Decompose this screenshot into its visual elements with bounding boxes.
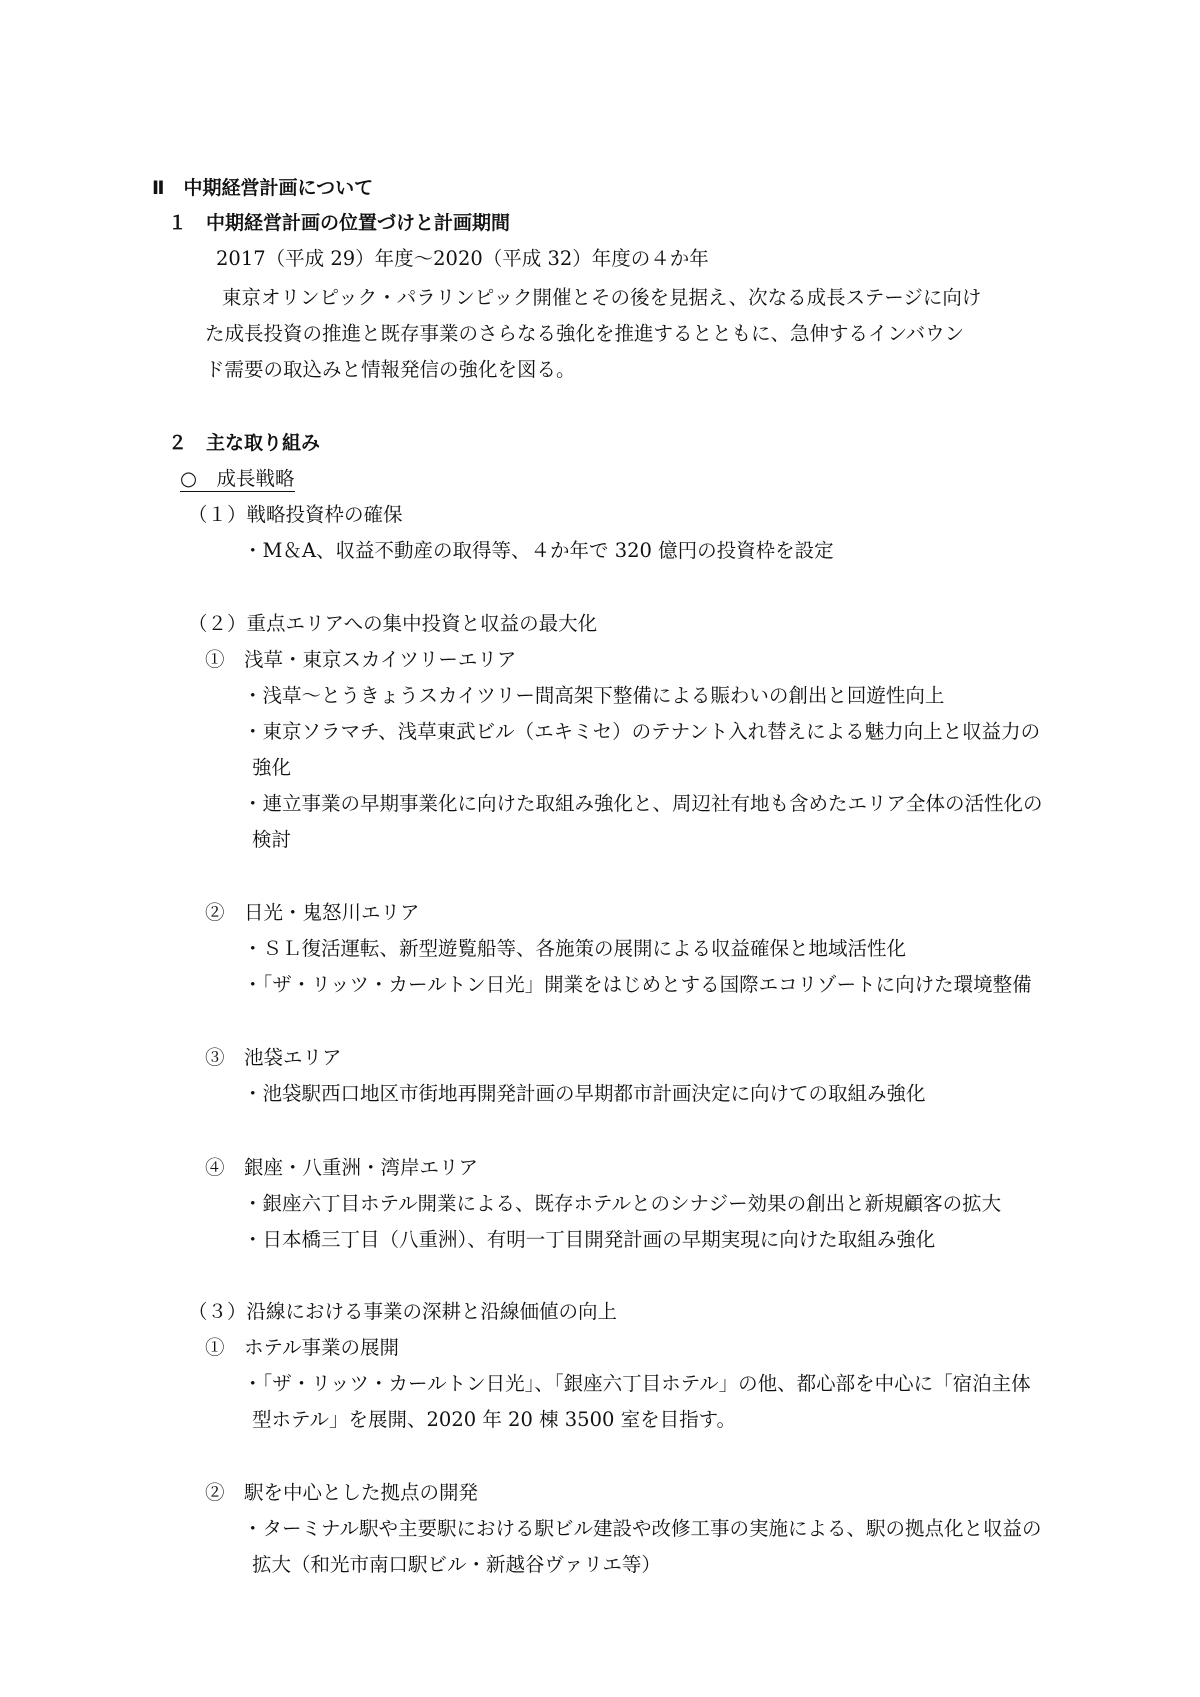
subsection-2-heading: ２ 主な取り組み bbox=[168, 432, 321, 454]
bullet-line: ・連立事業の早期事業化に向けた取組み強化と、周辺社有地も含めたエリア全体の活性化の bbox=[243, 792, 1043, 815]
plan-body-line: 東京オリンピック・パラリンピック開催とその後を見据え、次なる成長ステージに向け bbox=[222, 286, 982, 309]
bullet-line: ・日本橋三丁目（八重洲）、有明一丁目開発計画の早期実現に向けた取組み強化 bbox=[243, 1228, 936, 1251]
subsection-1-heading: １ 中期経営計画の位置づけと計画期間 bbox=[168, 212, 511, 234]
area-2-title: ② 日光・鬼怒川エリア bbox=[205, 901, 420, 924]
bullet-line: ・ターミナル駅や主要駅における駅ビル建設や改修工事の実施による、駅の拠点化と収益の bbox=[243, 1517, 1042, 1540]
section-title: Ⅱ 中期経営計画について bbox=[152, 177, 374, 199]
bullet-line: ・東京ソラマチ、浅草東武ビル（エキミセ）のテナント入れ替えによる魅力向上と収益力の bbox=[243, 720, 1041, 743]
area-4-title: ④ 銀座・八重洲・湾岸エリア bbox=[205, 1156, 479, 1179]
plan-period: 2017（平成 29）年度～2020（平成 32）年度の４か年 bbox=[216, 247, 709, 270]
bullet-line: ・池袋駅西口地区市街地再開発計画の早期都市計画決定に向けての取組み強化 bbox=[243, 1082, 926, 1105]
bullet-continuation: 拡大（和光市南口駅ビル・新越谷ヴァリエ等） bbox=[252, 1553, 661, 1576]
plan-body-line: ド需要の取込みと情報発信の強化を図る。 bbox=[205, 358, 576, 381]
item-1-title: （１）戦略投資枠の確保 bbox=[188, 503, 403, 526]
bullet-line: ・浅草～とうきょうスカイツリー間高架下整備による賑わいの創出と回遊性向上 bbox=[243, 684, 945, 707]
bullet-continuation: 型ホテル」を展開、2020 年 20 棟 3500 室を目指す。 bbox=[252, 1408, 737, 1431]
hotel-business-title: ① ホテル事業の展開 bbox=[205, 1336, 400, 1359]
area-1-title: ① 浅草・東京スカイツリーエリア bbox=[205, 648, 517, 671]
bullet-line: ・「ザ・リッツ・カールトン日光」開業をはじめとする国際エコリゾートに向けた環境整備 bbox=[243, 973, 1032, 996]
station-development-title: ② 駅を中心とした拠点の開発 bbox=[205, 1481, 479, 1504]
bullet-line: ・「ザ・リッツ・カールトン日光」、「銀座六丁目ホテル」の他、都心部を中心に「宿泊主体 bbox=[243, 1372, 1031, 1395]
area-3-title: ③ 池袋エリア bbox=[205, 1046, 342, 1069]
bullet-continuation: 検討 bbox=[252, 828, 292, 851]
item-2-title: （２）重点エリアへの集中投資と収益の最大化 bbox=[188, 612, 598, 635]
bullet-line: ・M＆A、収益不動産の取得等、４か年で 320 億円の投資枠を設定 bbox=[243, 539, 834, 562]
plan-body-line: た成長投資の推進と既存事業のさらなる強化を推進するとともに、急伸するインバウン bbox=[205, 322, 965, 345]
item-3-title: （３）沿線における事業の深耕と沿線価値の向上 bbox=[188, 1300, 618, 1323]
bullet-line: ・ＳＬ復活運転、新型遊覧船等、各施策の展開による収益確保と地域活性化 bbox=[243, 937, 907, 960]
bullet-line: ・銀座六丁目ホテル開業による、既存ホテルとのシナジー効果の創出と新規顧客の拡大 bbox=[243, 1192, 1002, 1215]
bullet-continuation: 強化 bbox=[252, 756, 292, 779]
growth-strategy-heading: ○ 成長戦略 bbox=[180, 467, 295, 490]
